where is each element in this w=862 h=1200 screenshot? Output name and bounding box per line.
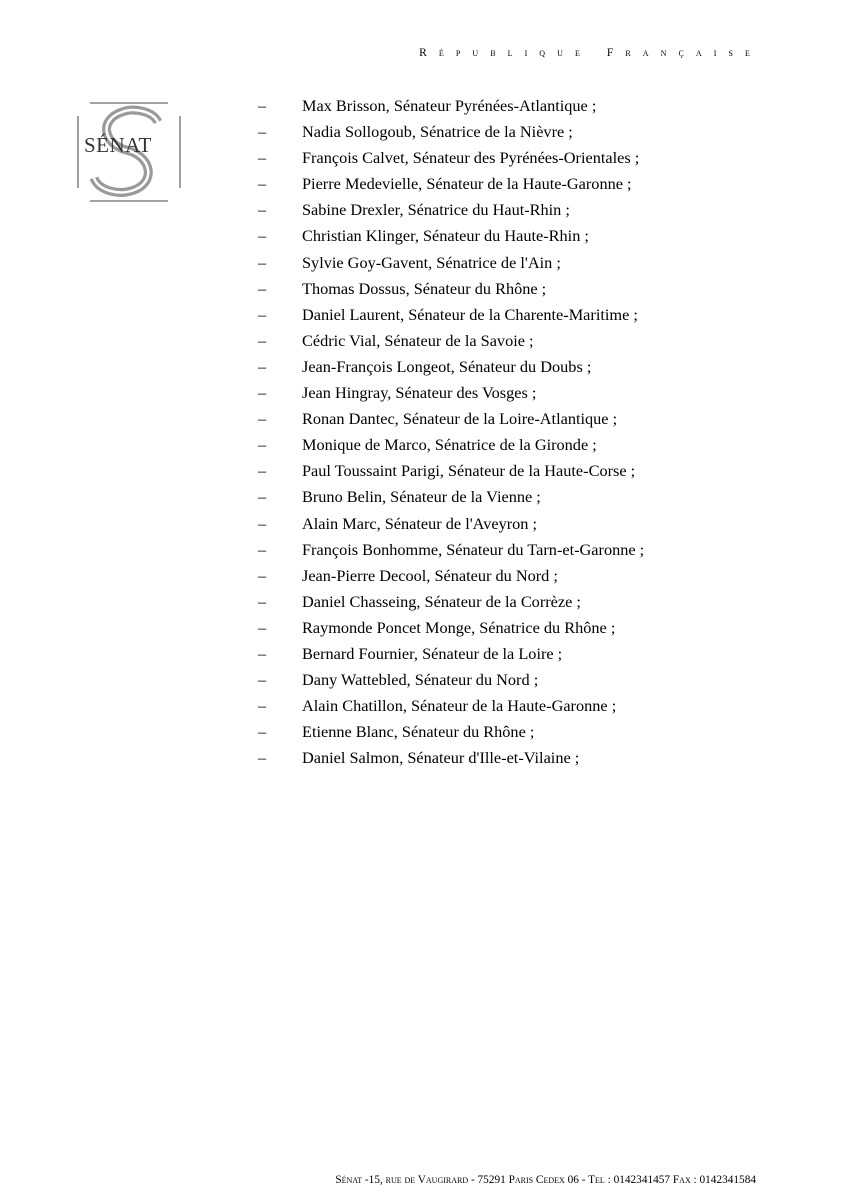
list-item-text: Christian Klinger, Sénateur du Haute-Rhin ; xyxy=(302,226,589,246)
senat-logo xyxy=(76,100,182,204)
list-item xyxy=(258,696,644,722)
list-item xyxy=(258,122,644,148)
list-item-text: Etienne Blanc, Sénateur du Rhône ; xyxy=(302,722,535,742)
list-item xyxy=(258,566,644,592)
letterhead-title: République Française xyxy=(419,47,762,59)
list-dash: – xyxy=(258,383,267,403)
footer-address: Sénat -15, rue de Vaugirard - 75291 Paris Cedex 06 - Tel : 0142341457 Fax : 0142341584 xyxy=(335,1174,756,1186)
logo-text: SÉNAT xyxy=(84,133,152,157)
list-dash: – xyxy=(258,148,267,168)
list-dash: – xyxy=(258,722,267,742)
list-item-text: Jean-François Longeot, Sénateur du Doubs ; xyxy=(302,356,592,376)
list-item xyxy=(258,279,644,305)
list-item xyxy=(258,435,644,461)
list-item xyxy=(258,644,644,670)
list-dash: – xyxy=(258,591,267,611)
list-dash: – xyxy=(258,513,267,533)
list-item-text: Nadia Sollogoub, Sénatrice de la Nièvre ; xyxy=(302,122,573,142)
list-item-text: Daniel Laurent, Sénateur de la Charente-Maritime ; xyxy=(302,304,638,324)
list-item xyxy=(258,200,644,226)
list-item xyxy=(258,540,644,566)
list-dash: – xyxy=(258,748,267,768)
list-item-text: Pierre Medevielle, Sénateur de la Haute-Garonne ; xyxy=(302,174,632,194)
list-dash: – xyxy=(258,122,267,142)
list-item xyxy=(258,748,644,774)
list-item-text: François Bonhomme, Sénateur du Tarn-et-Garonne ; xyxy=(302,539,645,559)
list-item-text: Jean Hingray, Sénateur des Vosges ; xyxy=(302,383,537,403)
list-item xyxy=(258,670,644,696)
list-item xyxy=(258,96,644,122)
list-item-text: Monique de Marco, Sénatrice de la Gironde ; xyxy=(302,435,597,455)
list-item-text: Ronan Dantec, Sénateur de la Loire-Atlantique ; xyxy=(302,409,618,429)
list-item-text: Bruno Belin, Sénateur de la Vienne ; xyxy=(302,487,541,507)
list-item xyxy=(258,618,644,644)
senator-list xyxy=(258,96,644,774)
list-dash: – xyxy=(258,356,267,376)
list-item-text: Alain Marc, Sénateur de l'Aveyron ; xyxy=(302,513,538,533)
list-item xyxy=(258,487,644,513)
list-dash: – xyxy=(258,409,267,429)
list-dash: – xyxy=(258,565,267,585)
list-dash: – xyxy=(258,96,267,115)
list-item-text: Jean-Pierre Decool, Sénateur du Nord ; xyxy=(302,565,558,585)
list-item-text: Cédric Vial, Sénateur de la Savoie ; xyxy=(302,330,534,350)
list-item-text: Sylvie Goy-Gavent, Sénatrice de l'Ain ; xyxy=(302,252,561,272)
list-dash: – xyxy=(258,252,267,272)
list-item-text: Bernard Fournier, Sénateur de la Loire ; xyxy=(302,643,563,663)
list-dash: – xyxy=(258,696,267,716)
list-item xyxy=(258,253,644,279)
list-item xyxy=(258,148,644,174)
list-item-text: Raymonde Poncet Monge, Sénatrice du Rhône ; xyxy=(302,617,616,637)
list-item-text: François Calvet, Sénateur des Pyrénées-Orientales ; xyxy=(302,148,640,168)
list-item xyxy=(258,409,644,435)
list-item xyxy=(258,514,644,540)
list-item xyxy=(258,383,644,409)
list-item-text: Alain Chatillon, Sénateur de la Haute-Garonne ; xyxy=(302,696,617,716)
list-dash: – xyxy=(258,226,267,246)
list-item-text: Paul Toussaint Parigi, Sénateur de la Haute-Corse ; xyxy=(302,461,636,481)
list-dash: – xyxy=(258,174,267,194)
list-item-text: Daniel Chasseing, Sénateur de la Corrèze ; xyxy=(302,591,581,611)
list-item xyxy=(258,305,644,331)
list-item xyxy=(258,722,644,748)
list-item-text: Dany Wattebled, Sénateur du Nord ; xyxy=(302,670,539,690)
list-dash: – xyxy=(258,435,267,455)
list-item xyxy=(258,592,644,618)
list-item xyxy=(258,461,644,487)
list-dash: – xyxy=(258,487,267,507)
list-item-text: Daniel Salmon, Sénateur d'Ille-et-Vilaine ; xyxy=(302,748,580,768)
list-dash: – xyxy=(258,670,267,690)
list-dash: – xyxy=(258,461,267,481)
list-dash: – xyxy=(258,330,267,350)
list-item-text: Sabine Drexler, Sénatrice du Haut-Rhin ; xyxy=(302,200,570,220)
list-item-text: Max Brisson, Sénateur Pyrénées-Atlantique ; xyxy=(302,96,597,115)
list-item xyxy=(258,357,644,383)
list-item-text: Thomas Dossus, Sénateur du Rhône ; xyxy=(302,278,547,298)
list-dash: – xyxy=(258,539,267,559)
list-item xyxy=(258,331,644,357)
list-dash: – xyxy=(258,617,267,637)
list-dash: – xyxy=(258,643,267,663)
list-dash: – xyxy=(258,278,267,298)
list-dash: – xyxy=(258,304,267,324)
list-dash: – xyxy=(258,200,267,220)
list-item xyxy=(258,174,644,200)
list-item xyxy=(258,226,644,252)
